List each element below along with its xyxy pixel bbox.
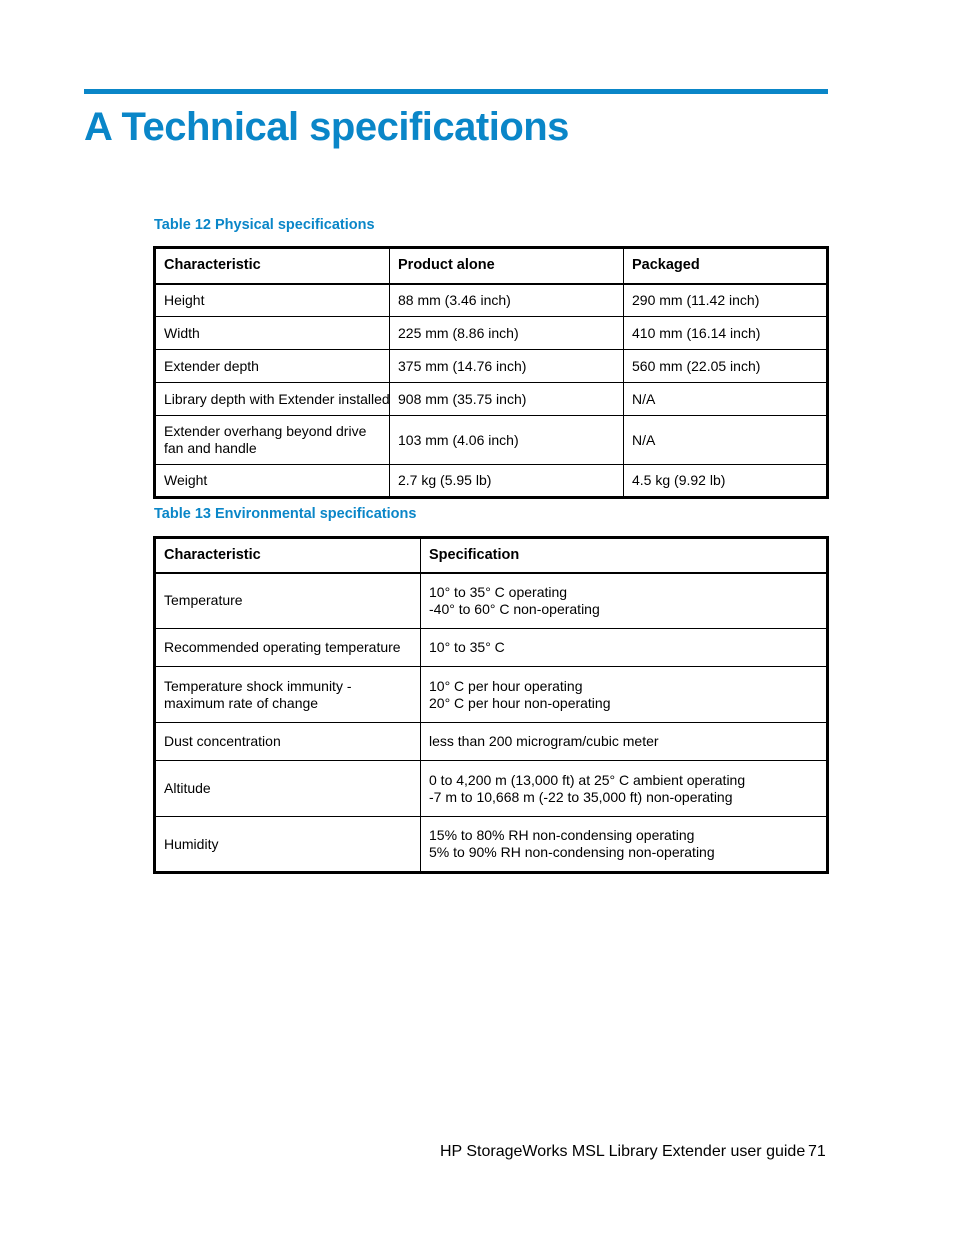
table-row	[155, 350, 828, 383]
characteristic-cell: Weight	[155, 465, 390, 498]
table-row	[155, 317, 828, 350]
specification-cell	[421, 573, 828, 629]
specification-line: 20° C per hour non-operating	[429, 694, 611, 711]
characteristic-cell: Humidity	[155, 817, 421, 873]
table-row	[155, 629, 828, 667]
environmental-specifications-table	[153, 536, 829, 874]
characteristic-cell: Temperature shock immunity - maximum rate of change	[155, 667, 421, 723]
characteristic-cell: Extender overhang beyond drive fan and handle	[155, 416, 390, 465]
specification-line: 10° to 35° C operating	[429, 583, 568, 600]
specification-line: 15% to 80% RH non-condensing operating	[429, 827, 695, 843]
table-row	[155, 761, 828, 817]
specification-line: 10° to 35° C	[429, 639, 505, 655]
column-header-product-alone: Product alone	[390, 248, 624, 284]
specification-cell	[421, 667, 828, 723]
chapter-title-rule	[84, 89, 828, 94]
product-alone-cell: 2.7 kg (5.95 lb)	[390, 465, 624, 498]
specification-cell	[421, 629, 828, 667]
table-row	[155, 817, 828, 873]
table-row	[155, 383, 828, 416]
characteristic-cell: Width	[155, 317, 390, 350]
product-alone-cell: 908 mm (35.75 inch)	[390, 383, 624, 416]
footer-guide-title: HP StorageWorks MSL Library Extender user guide	[440, 1143, 806, 1160]
product-alone-cell: 88 mm (3.46 inch)	[390, 284, 624, 317]
packaged-cell: 410 mm (16.14 inch)	[624, 317, 828, 350]
table-row	[155, 465, 828, 498]
characteristic-cell: Temperature	[155, 573, 421, 629]
table-13-caption: Table 13 Environmental specifications	[154, 506, 417, 522]
page-number: 71	[808, 1143, 826, 1160]
table-header-row	[155, 538, 828, 573]
specification-line: 10° C per hour operating	[429, 677, 583, 694]
column-header-specification: Specification	[421, 538, 828, 573]
specification-cell	[421, 761, 828, 817]
packaged-cell: N/A	[624, 383, 828, 416]
characteristic-cell: Dust concentration	[155, 723, 421, 761]
column-header-packaged: Packaged	[624, 248, 828, 284]
product-alone-cell: 103 mm (4.06 inch)	[390, 416, 624, 465]
specification-cell	[421, 723, 828, 761]
table-row	[155, 667, 828, 723]
packaged-cell: N/A	[624, 416, 828, 465]
product-alone-cell: 225 mm (8.86 inch)	[390, 317, 624, 350]
packaged-cell: 4.5 kg (9.92 lb)	[624, 465, 828, 498]
chapter-title: A Technical specifications	[84, 105, 569, 149]
characteristic-cell: Altitude	[155, 761, 421, 817]
table-row	[155, 284, 828, 317]
packaged-cell: 290 mm (11.42 inch)	[624, 284, 828, 317]
characteristic-cell: Library depth with Extender installed	[155, 383, 390, 416]
packaged-cell: 560 mm (22.05 inch)	[624, 350, 828, 383]
specification-line: -40° to 60° C non-operating	[429, 600, 600, 617]
specification-line: 5% to 90% RH non-condensing non-operating	[429, 844, 715, 860]
product-alone-cell: 375 mm (14.76 inch)	[390, 350, 624, 383]
specification-line: 0 to 4,200 m (13,000 ft) at 25° C ambient operating	[429, 771, 746, 788]
table-row	[155, 723, 828, 761]
specification-line: -7 m to 10,668 m (-22 to 35,000 ft) non-operating	[429, 788, 733, 805]
table-header-row	[155, 248, 828, 284]
specification-cell	[421, 817, 828, 873]
characteristic-cell: Height	[155, 284, 390, 317]
column-header-characteristic: Characteristic	[155, 538, 421, 573]
table-12-caption: Table 12 Physical specifications	[154, 217, 375, 233]
characteristic-cell: Extender depth	[155, 350, 390, 383]
specification-line: less than 200 microgram/cubic meter	[429, 733, 659, 749]
column-header-characteristic: Characteristic	[155, 248, 390, 284]
table-row	[155, 416, 828, 465]
physical-specifications-table	[153, 246, 829, 499]
characteristic-cell: Recommended operating temperature	[155, 629, 421, 667]
table-row	[155, 573, 828, 629]
